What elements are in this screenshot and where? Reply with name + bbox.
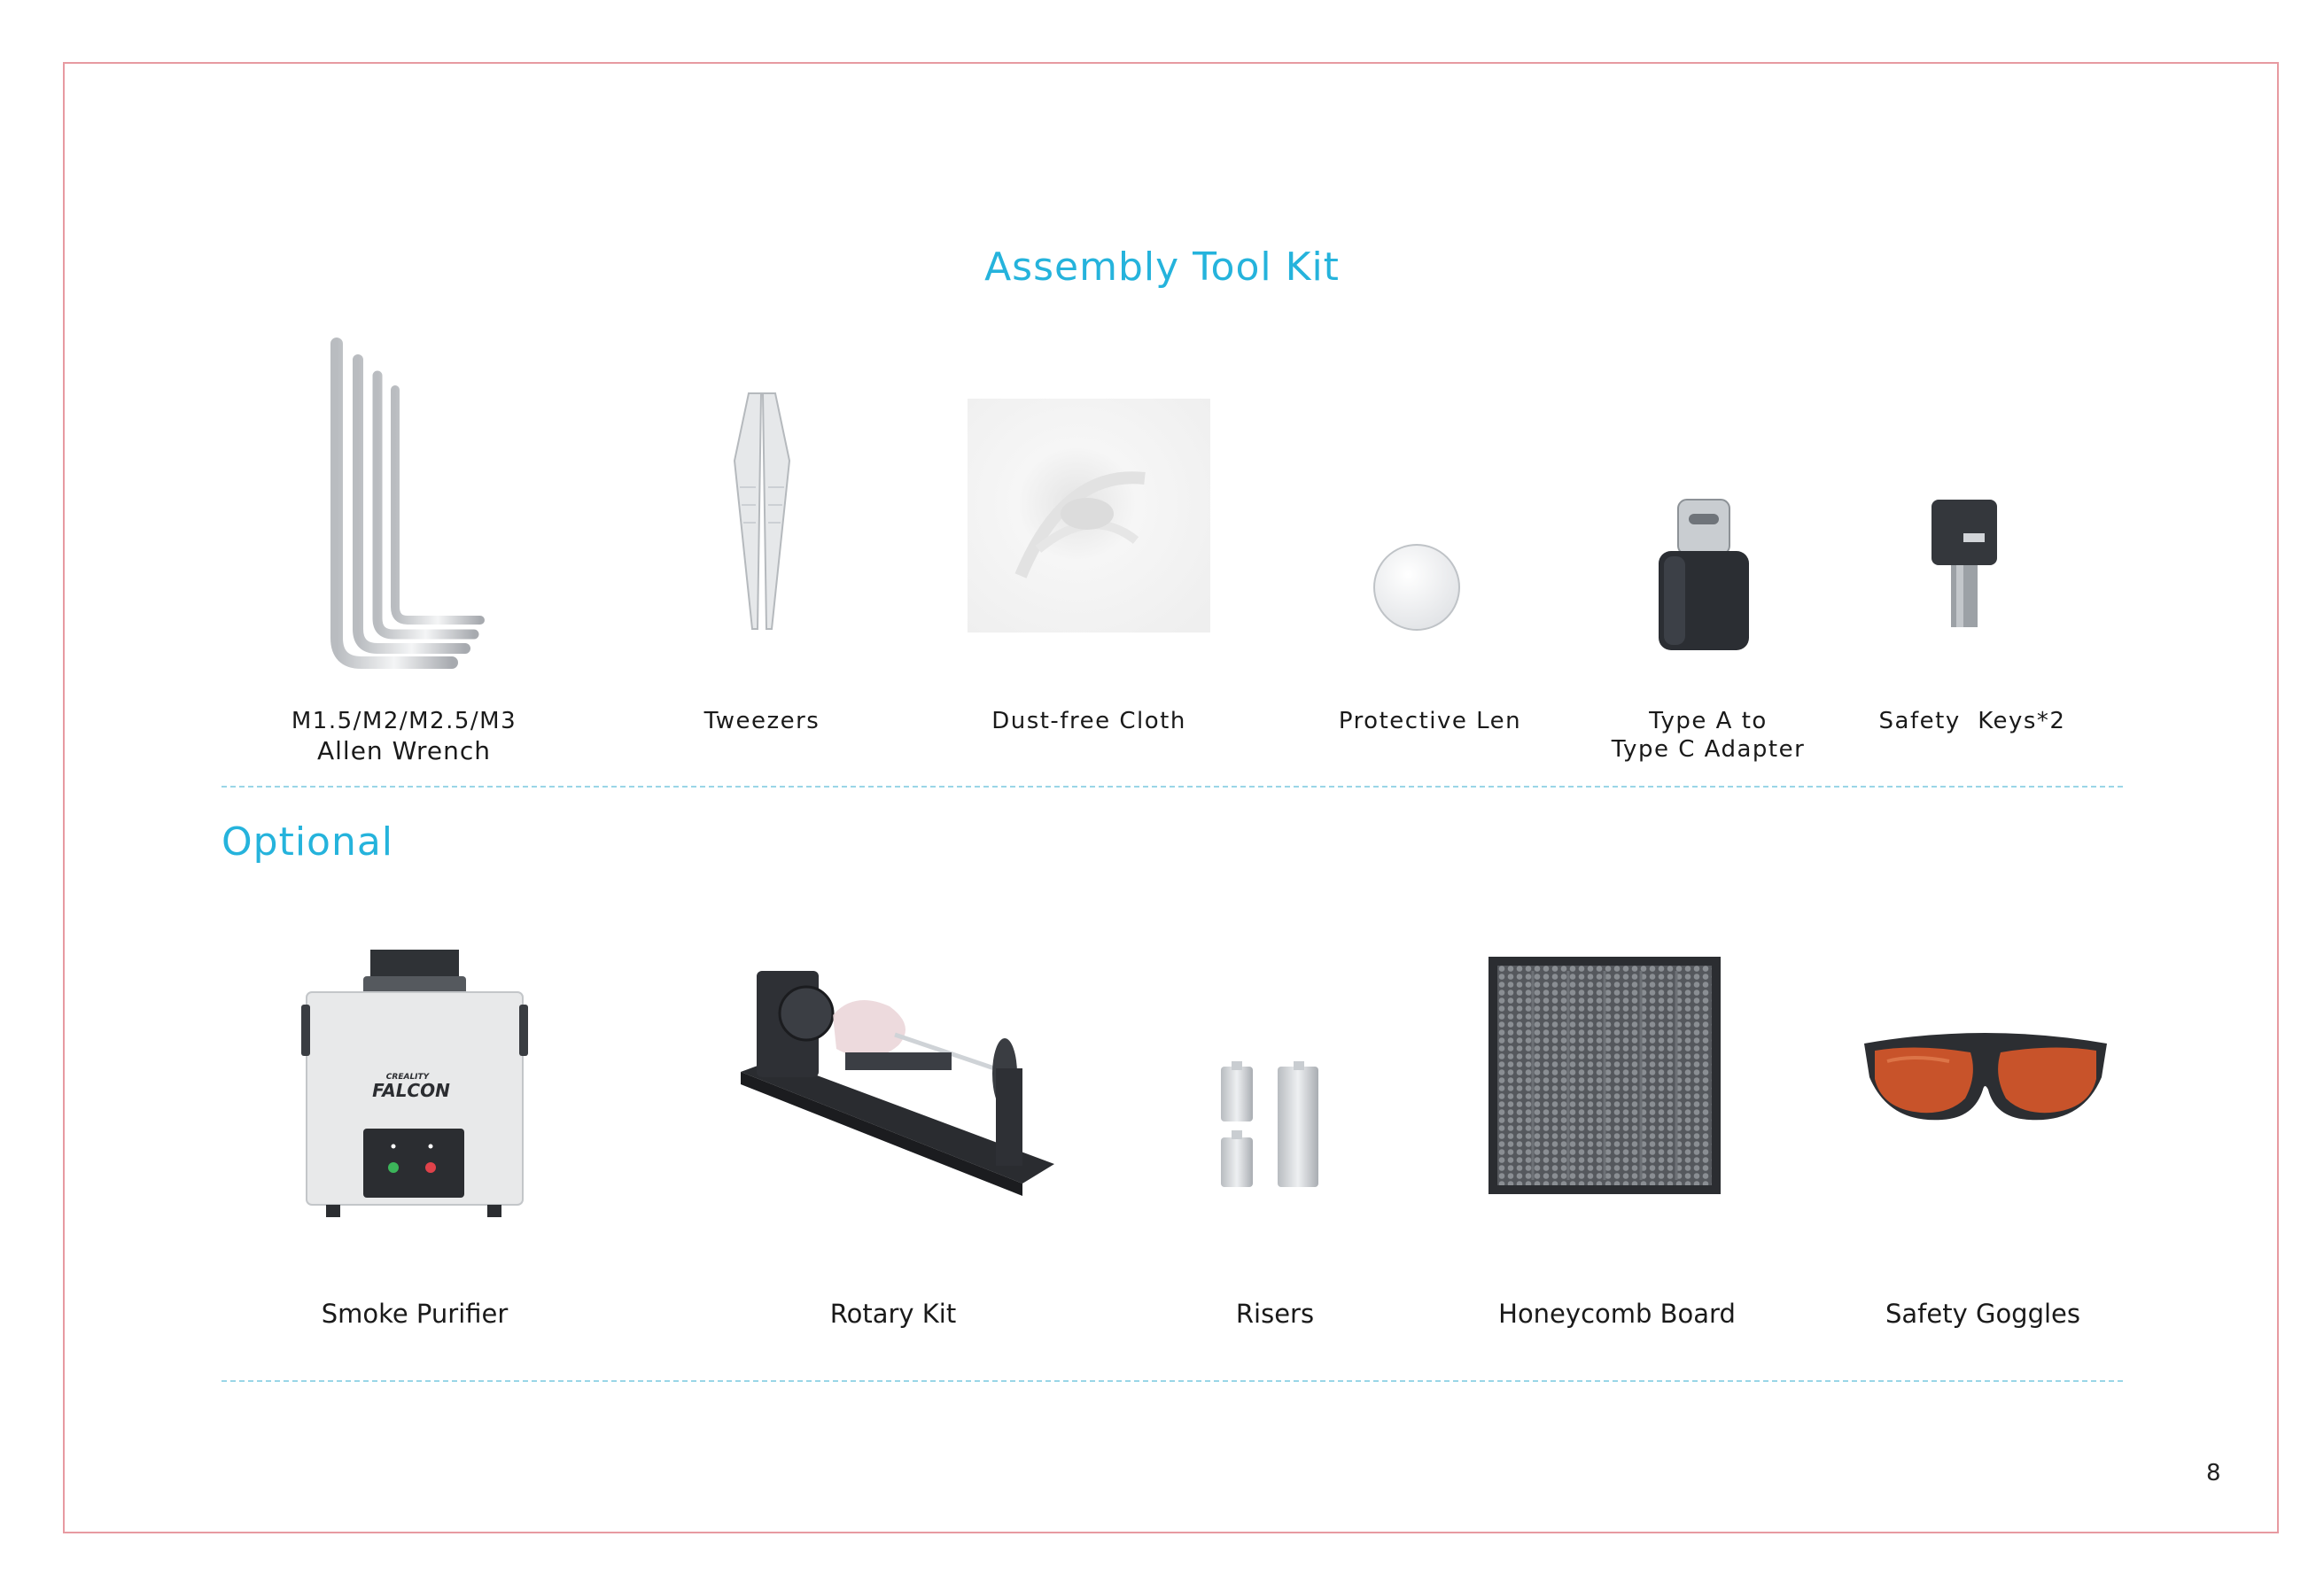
- assembly-kit-title: Assembly Tool Kit: [984, 244, 1340, 290]
- goggles-icon: [1861, 1026, 2110, 1129]
- purifier-brand-small: CREALITY: [385, 1073, 430, 1082]
- tweezers-icon: [722, 390, 802, 638]
- smoke-purifier-icon: [301, 946, 528, 1230]
- rotary-kit-icon: [739, 964, 1058, 1212]
- divider-bottom: [222, 1380, 2123, 1382]
- kit-label-cloth: Dust-free Cloth: [991, 708, 1186, 734]
- label-rotary-kit: Rotary Kit: [829, 1299, 957, 1329]
- kit-label-keys: Safety Keys*2: [1878, 708, 2066, 734]
- divider: [222, 786, 2123, 788]
- kit-label-allen-wrench: [291, 707, 517, 765]
- purifier-brand: FALCON: [372, 1080, 450, 1101]
- label-honeycomb-board: Honeycomb Board: [1498, 1299, 1736, 1329]
- adapter-line1: Type A to: [1649, 708, 1768, 734]
- allen-wrench-size-text: M1.5/M2/M2.5/M3: [291, 708, 517, 734]
- label-smoke-purifier: Smoke Purifier: [321, 1299, 509, 1329]
- adapter-line2: Type C Adapter: [1611, 736, 1806, 763]
- allen-wrench-name-text: Allen Wrench: [316, 736, 492, 765]
- label-safety-goggles: Safety Goggles: [1885, 1299, 2081, 1329]
- cloth-icon: [968, 399, 1210, 633]
- kit-label-tweezers: Tweezers: [703, 708, 820, 734]
- key-icon: [1930, 498, 2001, 631]
- label-risers: Risers: [1235, 1299, 1315, 1329]
- page-number: 8: [2206, 1460, 2221, 1486]
- lens-icon: [1372, 542, 1462, 633]
- kit-label-adapter: [1612, 707, 1806, 764]
- kit-label-lens: Protective Len: [1338, 708, 1522, 734]
- honeycomb-icon: [1488, 957, 1721, 1194]
- risers-icon: [1212, 1061, 1327, 1192]
- optional-title: Optional: [222, 819, 394, 865]
- usb-adapter-icon: [1655, 498, 1753, 652]
- allen-wrench-icon: [319, 337, 496, 673]
